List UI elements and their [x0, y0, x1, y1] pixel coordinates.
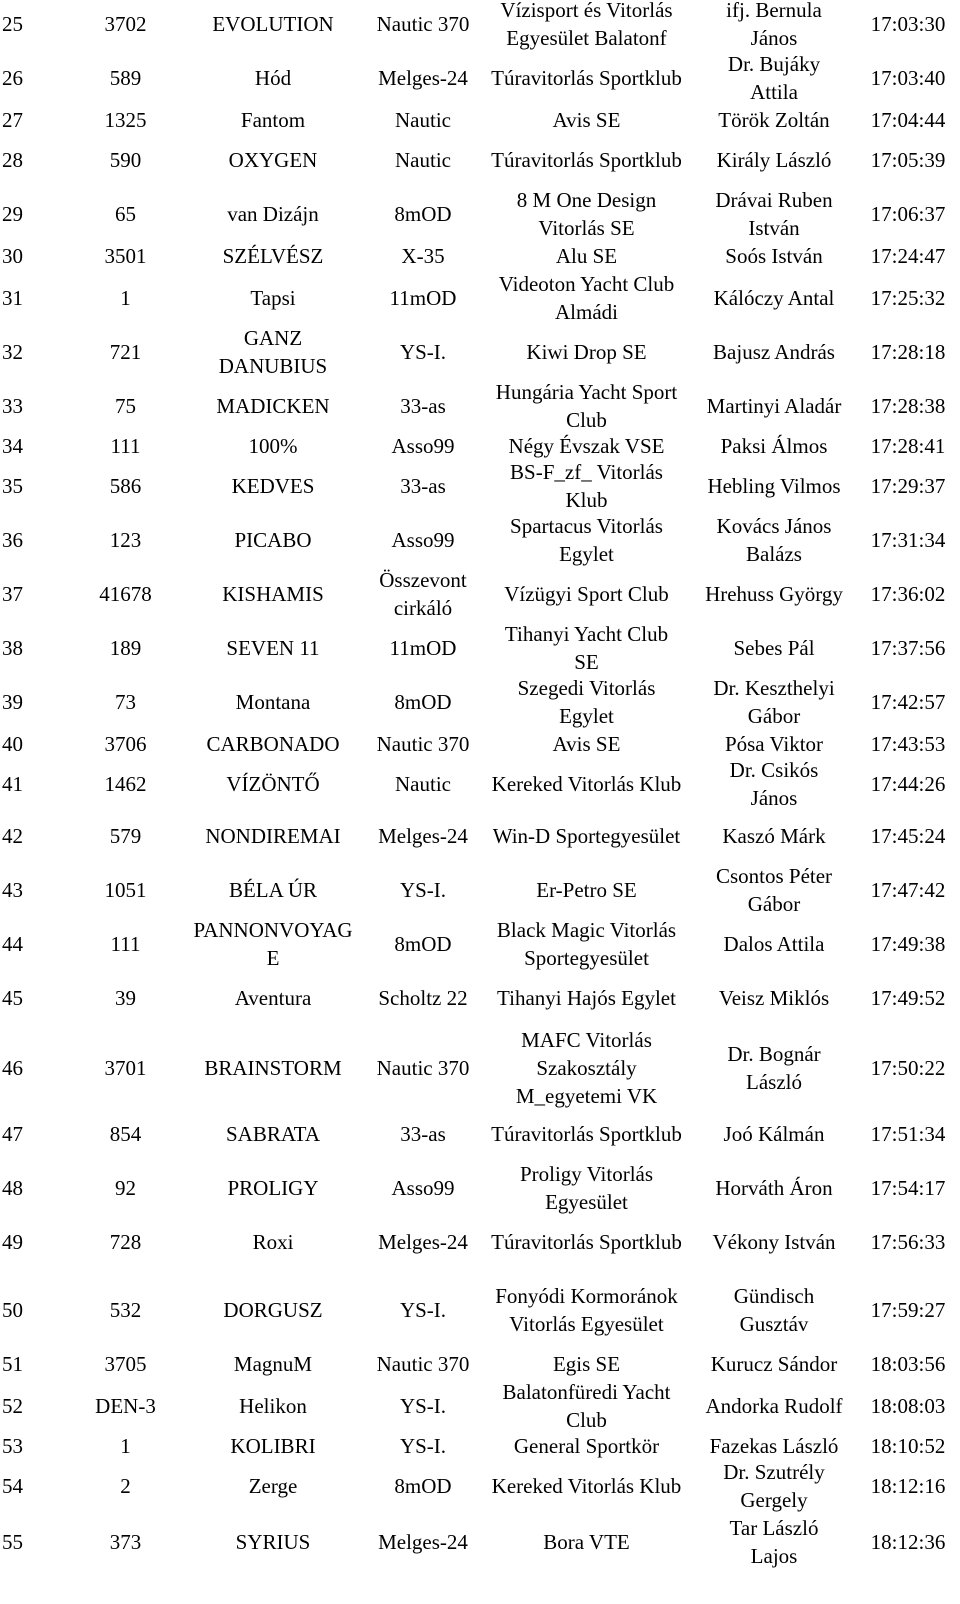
skipper-name: Kurucz Sándor: [710, 1352, 838, 1376]
skipper-name: Drávai Ruben István: [715, 188, 833, 240]
finish-time: 17:51:34: [870, 1122, 946, 1146]
sail-number: 1: [120, 1434, 131, 1458]
boat-class: Nautic: [395, 108, 451, 132]
sail-number: 586: [109, 474, 142, 498]
boat-name: Helikon: [239, 1394, 307, 1418]
boat-class: 33-as: [400, 394, 446, 418]
table-row: [0, 674, 960, 730]
row-place: 52: [2, 1394, 23, 1418]
table-row: [0, 242, 960, 270]
club-name: Túravitorlás Sportklub: [491, 148, 682, 172]
boat-class: 33-as: [400, 474, 446, 498]
row-place: 50: [2, 1298, 23, 1322]
sail-number: 1: [120, 286, 131, 310]
skipper-name: Andorka Rudolf: [705, 1394, 843, 1418]
table-row: [0, 1228, 960, 1256]
table-row: [0, 730, 960, 758]
skipper-name: Horváth Áron: [715, 1176, 833, 1200]
club-name: Videoton Yacht Club Almádi: [498, 272, 675, 324]
table-row: [0, 1514, 960, 1570]
finish-time: 17:28:41: [870, 434, 946, 458]
club-name: Kereked Vitorlás Klub: [491, 1474, 682, 1498]
finish-time: 17:54:17: [870, 1176, 946, 1200]
sail-number: 123: [109, 528, 142, 552]
table-row: [0, 324, 960, 380]
boat-class: Asso99: [391, 1176, 455, 1200]
finish-time: 17:31:34: [870, 528, 946, 552]
row-place: 29: [2, 202, 23, 226]
finish-time: 17:37:56: [870, 636, 946, 660]
boat-name: SEVEN 11: [226, 636, 320, 660]
boat-name: SABRATA: [225, 1122, 320, 1146]
boat-name: DORGUSZ: [223, 1298, 323, 1322]
skipper-name: Fazekas László: [709, 1434, 839, 1458]
skipper-name: Vékony István: [712, 1230, 836, 1254]
table-row: [0, 822, 960, 850]
skipper-name: Paksi Álmos: [720, 434, 828, 458]
club-name: Win-D Sportegyesület: [492, 824, 681, 848]
row-place: 55: [2, 1530, 23, 1554]
club-name: Hungária Yacht Sport Club: [495, 380, 678, 432]
skipper-name: Dr. Bognár László: [727, 1042, 821, 1094]
boat-class: Nautic 370: [376, 12, 470, 36]
club-name: Alu SE: [555, 244, 618, 268]
boat-name: PROLIGY: [227, 1176, 319, 1200]
finish-time: 17:44:26: [870, 772, 946, 796]
sail-number: 579: [109, 824, 142, 848]
row-place: 51: [2, 1352, 23, 1376]
sail-number: 728: [109, 1230, 142, 1254]
club-name: Proligy Vitorlás Egyesület: [519, 1162, 654, 1214]
boat-class: Melges-24: [378, 824, 468, 848]
skipper-name: Dr. Csikós János: [729, 758, 819, 810]
finish-time: 17:24:47: [870, 244, 946, 268]
row-place: 53: [2, 1434, 23, 1458]
boat-class: 33-as: [400, 1122, 446, 1146]
boat-name: KISHAMIS: [222, 582, 324, 606]
table-row: [0, 378, 960, 434]
finish-time: 17:56:33: [870, 1230, 946, 1254]
table-row: [0, 458, 960, 514]
sail-number: 1051: [104, 878, 147, 902]
row-place: 43: [2, 878, 23, 902]
row-place: 28: [2, 148, 23, 172]
club-name: Bora VTE: [543, 1530, 630, 1554]
row-place: 34: [2, 434, 23, 458]
sail-number: 65: [115, 202, 136, 226]
row-place: 39: [2, 690, 23, 714]
table-row: [0, 984, 960, 1012]
club-name: Avis SE: [552, 108, 621, 132]
row-place: 42: [2, 824, 23, 848]
table-row: [0, 512, 960, 568]
boat-name: Montana: [235, 690, 311, 714]
finish-time: 17:28:18: [870, 340, 946, 364]
sail-number: 3706: [104, 732, 147, 756]
finish-time: 18:08:03: [870, 1394, 946, 1418]
sail-number: 2: [120, 1474, 131, 1498]
skipper-name: Csontos Péter Gábor: [715, 864, 833, 916]
row-place: 36: [2, 528, 23, 552]
boat-class: 11mOD: [389, 636, 457, 660]
skipper-name: Dr. Keszthelyi Gábor: [713, 676, 835, 728]
sail-number: 41678: [99, 582, 152, 606]
table-row: [0, 106, 960, 134]
club-name: Kereked Vitorlás Klub: [491, 772, 682, 796]
boat-class: Melges-24: [378, 1530, 468, 1554]
row-place: 40: [2, 732, 23, 756]
finish-time: 17:50:22: [870, 1056, 946, 1080]
row-place: 38: [2, 636, 23, 660]
row-place: 48: [2, 1176, 23, 1200]
boat-class: Nautic 370: [376, 1056, 470, 1080]
club-name: Black Magic Vitorlás Sportegyesület: [496, 918, 677, 970]
boat-name: GANZ DANUBIUS: [218, 326, 328, 378]
table-row: [0, 862, 960, 918]
row-place: 45: [2, 986, 23, 1010]
boat-class: Összevont cirkáló: [379, 568, 467, 620]
boat-class: Scholtz 22: [378, 986, 468, 1010]
sail-number: 854: [109, 1122, 142, 1146]
boat-class: X-35: [401, 244, 445, 268]
finish-time: 17:42:57: [870, 690, 946, 714]
boat-name: van Dizájn: [227, 202, 319, 226]
sail-number: 111: [110, 932, 141, 956]
table-row: [0, 1160, 960, 1216]
club-name: Fonyódi Kormoránok Vitorlás Egyesület: [495, 1284, 678, 1336]
boat-name: 100%: [248, 434, 298, 458]
skipper-name: Dalos Attila: [723, 932, 825, 956]
row-place: 37: [2, 582, 23, 606]
boat-name: OXYGEN: [228, 148, 318, 172]
table-row: [0, 1432, 960, 1460]
club-name: Vízisport és Vitorlás Egyesület Balatonf: [500, 0, 673, 50]
finish-time: 17:25:32: [870, 286, 946, 310]
skipper-name: Dr. Bujáky Attila: [727, 52, 821, 104]
table-row: [0, 566, 960, 622]
boat-name: MADICKEN: [216, 394, 330, 418]
finish-time: 17:03:40: [870, 66, 946, 90]
sail-number: 189: [109, 636, 142, 660]
club-name: MAFC Vitorlás Szakosztály M_egyetemi VK: [515, 1028, 658, 1108]
boat-name: Zerge: [248, 1474, 298, 1498]
table-row: [0, 270, 960, 326]
club-name: Szegedi Vitorlás Egylet: [517, 676, 656, 728]
row-place: 47: [2, 1122, 23, 1146]
sail-number: 3701: [104, 1056, 147, 1080]
row-place: 31: [2, 286, 23, 310]
skipper-name: Sebes Pál: [733, 636, 815, 660]
row-place: 26: [2, 66, 23, 90]
finish-time: 18:12:16: [870, 1474, 946, 1498]
club-name: BS-F_zf_ Vitorlás Klub: [510, 460, 663, 512]
boat-name: EVOLUTION: [212, 12, 334, 36]
row-place: 44: [2, 932, 23, 956]
boat-name: CARBONADO: [206, 732, 340, 756]
boat-class: YS-I.: [399, 878, 447, 902]
row-place: 49: [2, 1230, 23, 1254]
table-row: [0, 756, 960, 812]
sail-number: 39: [115, 986, 136, 1010]
club-name: 8 M One Design Vitorlás SE: [516, 188, 657, 240]
table-row: [0, 1350, 960, 1378]
skipper-name: Soós István: [725, 244, 823, 268]
skipper-name: Martinyi Aladár: [706, 394, 842, 418]
boat-name: SYRIUS: [235, 1530, 311, 1554]
sail-number: 3702: [104, 12, 147, 36]
skipper-name: ifj. Bernula János: [726, 0, 822, 50]
boat-class: Nautic 370: [376, 1352, 470, 1376]
boat-name: Hód: [254, 66, 292, 90]
row-place: 30: [2, 244, 23, 268]
row-place: 46: [2, 1056, 23, 1080]
row-place: 35: [2, 474, 23, 498]
boat-class: Nautic: [395, 772, 451, 796]
boat-class: YS-I.: [399, 1298, 447, 1322]
finish-time: 17:03:30: [870, 12, 946, 36]
sail-number: 532: [109, 1298, 142, 1322]
club-name: Túravitorlás Sportklub: [491, 1230, 682, 1254]
boat-class: 8mOD: [394, 202, 452, 226]
boat-name: PICABO: [234, 528, 312, 552]
boat-class: 11mOD: [389, 286, 457, 310]
finish-time: 18:03:56: [870, 1352, 946, 1376]
finish-time: 17:49:38: [870, 932, 946, 956]
sail-number: 3501: [104, 244, 147, 268]
boat-name: BRAINSTORM: [204, 1056, 342, 1080]
finish-time: 17:43:53: [870, 732, 946, 756]
row-place: 41: [2, 772, 23, 796]
table-row: [0, 1458, 960, 1514]
finish-time: 17:59:27: [870, 1298, 946, 1322]
boat-class: 8mOD: [394, 690, 452, 714]
sail-number: 1325: [104, 108, 147, 132]
club-name: Négy Évszak VSE: [508, 434, 665, 458]
boat-class: Asso99: [391, 528, 455, 552]
club-name: Tihanyi Yacht Club SE: [504, 622, 669, 674]
table-row: [0, 50, 960, 106]
boat-class: Asso99: [391, 434, 455, 458]
skipper-name: Hrehuss György: [705, 582, 843, 606]
club-name: Spartacus Vitorlás Egylet: [510, 514, 663, 566]
sail-number: 1462: [104, 772, 147, 796]
club-name: Avis SE: [552, 732, 621, 756]
skipper-name: Török Zoltán: [718, 108, 830, 132]
sail-number: 721: [109, 340, 142, 364]
boat-name: PANNONVOYAG E: [193, 918, 353, 970]
sail-number: 589: [109, 66, 142, 90]
club-name: Túravitorlás Sportklub: [491, 1122, 682, 1146]
boat-class: Melges-24: [378, 1230, 468, 1254]
table-row: [0, 620, 960, 676]
table-row: [0, 432, 960, 460]
club-name: Túravitorlás Sportklub: [491, 66, 682, 90]
skipper-name: Joó Kálmán: [723, 1122, 825, 1146]
skipper-name: Bajusz András: [713, 340, 835, 364]
skipper-name: Tar László Lajos: [729, 1516, 819, 1568]
table-row: [0, 146, 960, 174]
skipper-name: Király László: [716, 148, 832, 172]
finish-time: 17:36:02: [870, 582, 946, 606]
boat-name: Aventura: [234, 986, 312, 1010]
finish-time: 17:04:44: [870, 108, 946, 132]
boat-name: MagnuM: [233, 1352, 313, 1376]
boat-name: Roxi: [252, 1230, 294, 1254]
boat-name: VÍZÖNTŐ: [226, 772, 320, 796]
boat-class: YS-I.: [399, 1434, 447, 1458]
finish-time: 17:29:37: [870, 474, 946, 498]
row-place: 32: [2, 340, 23, 364]
skipper-name: Kovács János Balázs: [716, 514, 832, 566]
skipper-name: Pósa Viktor: [724, 732, 824, 756]
skipper-name: Hebling Vilmos: [707, 474, 841, 498]
boat-name: SZÉLVÉSZ: [222, 244, 324, 268]
table-row: [0, 0, 960, 48]
finish-time: 17:05:39: [870, 148, 946, 172]
skipper-name: Kálóczy Antal: [713, 286, 835, 310]
skipper-name: Veisz Miklós: [718, 986, 830, 1010]
table-row: [0, 1378, 960, 1434]
boat-class: YS-I.: [399, 340, 447, 364]
boat-name: Fantom: [240, 108, 306, 132]
sail-number: 590: [109, 148, 142, 172]
sail-number: 3705: [104, 1352, 147, 1376]
boat-name: KOLIBRI: [230, 1434, 316, 1458]
club-name: Vízügyi Sport Club: [504, 582, 669, 606]
skipper-name: Kaszó Márk: [722, 824, 826, 848]
sail-number: 92: [115, 1176, 136, 1200]
boat-class: Nautic 370: [376, 732, 470, 756]
sail-number: 111: [110, 434, 141, 458]
table-row: [0, 1120, 960, 1148]
boat-class: 8mOD: [394, 932, 452, 956]
boat-name: BÉLA ÚR: [228, 878, 318, 902]
finish-time: 17:28:38: [870, 394, 946, 418]
club-name: Balatonfüredi Yacht Club: [502, 1380, 671, 1432]
finish-time: 17:06:37: [870, 202, 946, 226]
boat-class: 8mOD: [394, 1474, 452, 1498]
club-name: Tihanyi Hajós Egylet: [497, 986, 676, 1010]
boat-name: KEDVES: [231, 474, 315, 498]
boat-class: YS-I.: [399, 1394, 447, 1418]
table-row: [0, 186, 960, 242]
sail-number: 75: [115, 394, 136, 418]
skipper-name: Dr. Szutrély Gergely: [723, 1460, 825, 1512]
row-place: 54: [2, 1474, 23, 1498]
table-row: [0, 1282, 960, 1338]
finish-time: 18:12:36: [870, 1530, 946, 1554]
finish-time: 17:45:24: [870, 824, 946, 848]
sail-number: 73: [115, 690, 136, 714]
sail-number: 373: [109, 1530, 142, 1554]
boat-class: Melges-24: [378, 66, 468, 90]
finish-time: 17:49:52: [870, 986, 946, 1010]
boat-class: Nautic: [395, 148, 451, 172]
skipper-name: Gündisch Gusztáv: [733, 1284, 815, 1336]
club-name: Kiwi Drop SE: [526, 340, 647, 364]
club-name: General Sportkör: [513, 1434, 660, 1458]
finish-time: 17:47:42: [870, 878, 946, 902]
club-name: Er-Petro SE: [536, 878, 637, 902]
boat-name: Tapsi: [250, 286, 296, 310]
table-row: [0, 1026, 960, 1110]
finish-time: 18:10:52: [870, 1434, 946, 1458]
club-name: Egis SE: [552, 1352, 621, 1376]
table-row: [0, 916, 960, 972]
row-place: 27: [2, 108, 23, 132]
sail-number: DEN-3: [95, 1394, 156, 1418]
row-place: 25: [2, 12, 23, 36]
row-place: 33: [2, 394, 23, 418]
boat-name: NONDIREMAI: [205, 824, 341, 848]
